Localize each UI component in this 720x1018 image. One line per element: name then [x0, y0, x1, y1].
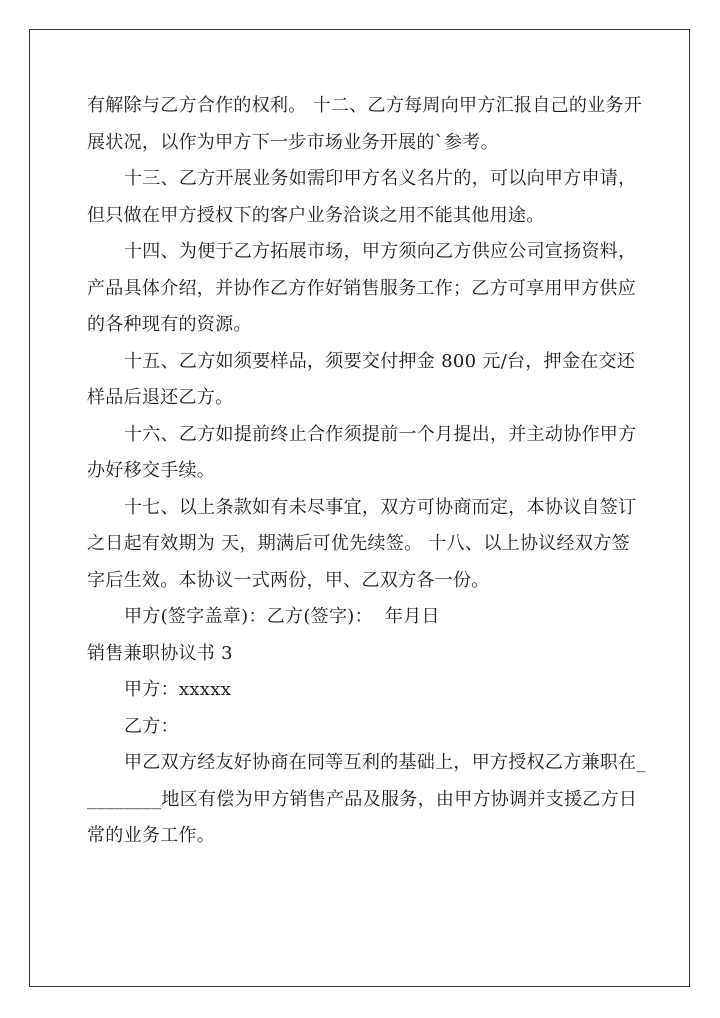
agreement-title: 销售兼职协议书 3 — [87, 642, 233, 664]
paragraph-clause-14: 十四、为便于乙方拓展市场，甲方须向乙方供应公司宣扬资料，产品具体介绍，并协作乙方作好销售服务工作；乙方可享用甲方供应的各种现有的资源。 — [87, 241, 637, 335]
party-b-line: 乙方： — [124, 715, 179, 737]
document-body — [87, 88, 647, 855]
paragraph-clause-17: 十七、以上条款如有未尽事宜，双方可协商而定，本协议自签订之日起有效期为 天，期满后可优先续签。 十八、以上协议经双方签字后生效。本协议一式两份，甲、乙双方各一份。 — [87, 496, 637, 591]
party-a-line: 甲方：xxxxx — [124, 679, 232, 700]
paragraph-intro: 甲乙双方经友好协商在同等互利的基础上，甲方授权乙方兼职在_________地区有偿为甲方销售产品及服务，由甲方协调并支援乙方日常的业务工作。 — [87, 752, 646, 846]
signature-line: 甲方(签字盖章)：乙方(签字)： 年月日 — [124, 606, 440, 627]
paragraph-clause-15: 十五、乙方如须要样品，须要交付押金 800 元/台，押金在交还样品后退还乙方。 — [87, 350, 636, 408]
paragraph-clause-13: 十三、乙方开展业务如需印甲方名义名片的，可以向甲方申请，但只做在甲方授权下的客户业务洽谈之用不能其他用途。 — [87, 168, 637, 226]
paragraph-clause-16: 十六、乙方如提前终止合作须提前一个月提出，并主动协作甲方办好移交手续。 — [87, 423, 637, 481]
paragraph-clause-12-continued: 有解除与乙方合作的权利。 十二、乙方每周向甲方汇报自己的业务开展状况，以作为甲方下一步市场业务开展的`参考。 — [87, 95, 643, 153]
